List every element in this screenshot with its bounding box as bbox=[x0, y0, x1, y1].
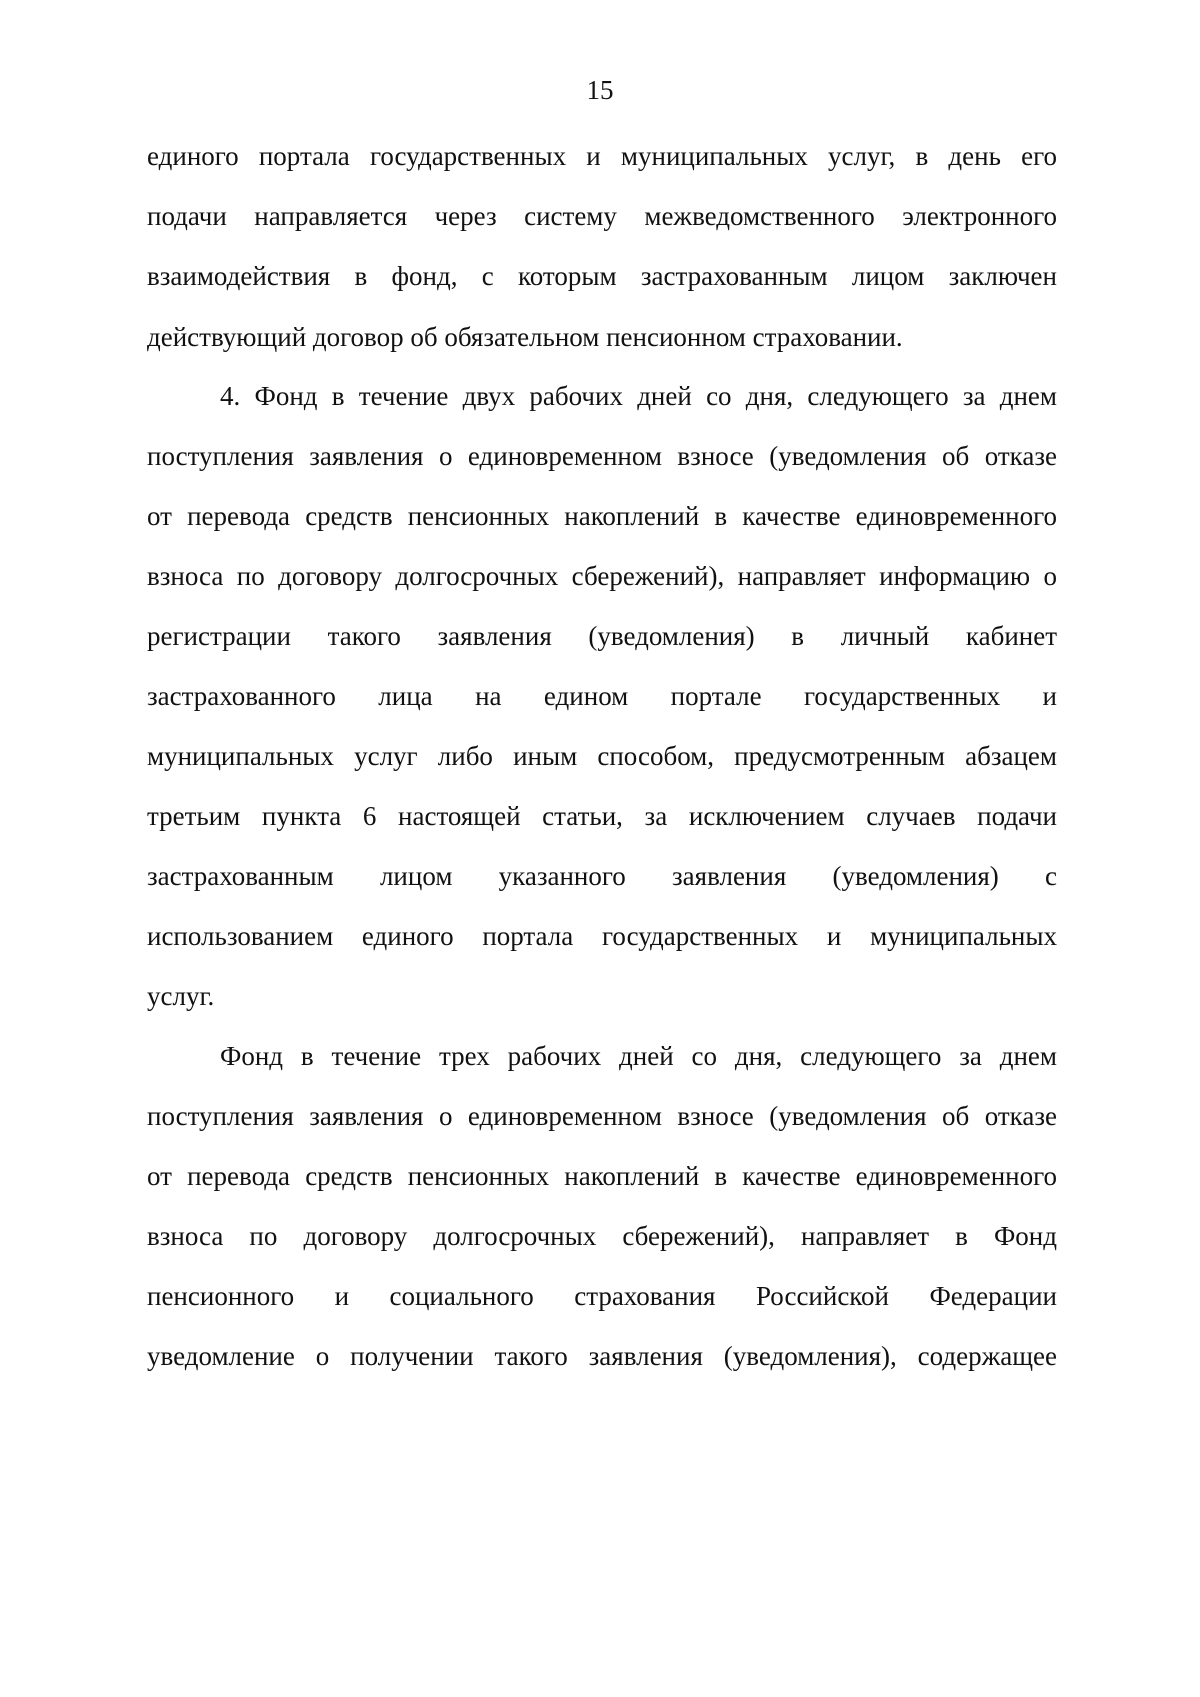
text-line: застрахованным лицом указанного заявления (уведомления) с bbox=[147, 861, 1057, 891]
text-line: уведомление о получении такого заявления (уведомления), содержащее bbox=[147, 1341, 1057, 1371]
text-line: действующий договор об обязательном пенсионном страховании. bbox=[147, 322, 903, 352]
text-line: взноса по договору долгосрочных сбережений), направляет информацию о bbox=[147, 561, 1057, 591]
text-line: поступления заявления о единовременном взносе (уведомления об отказе bbox=[147, 1101, 1057, 1131]
text-line: от перевода средств пенсионных накоплений в качестве единовременного bbox=[147, 1161, 1057, 1191]
paragraph-first-line: 4. Фонд в течение двух рабочих дней со дня, следующего за днем bbox=[220, 381, 1057, 411]
text-line: пенсионного и социального страхования Российской Федерации bbox=[147, 1281, 1057, 1311]
text-line: подачи направляется через систему межведомственного электронного bbox=[147, 201, 1057, 231]
text-line: от перевода средств пенсионных накоплений в качестве единовременного bbox=[147, 501, 1057, 531]
text-line: застрахованного лица на едином портале государственных и bbox=[147, 681, 1057, 711]
text-line: использованием единого портала государственных и муниципальных bbox=[147, 921, 1057, 951]
text-line: взноса по договору долгосрочных сбережений), направляет в Фонд bbox=[147, 1221, 1057, 1251]
text-line: взаимодействия в фонд, с которым застрахованным лицом заключен bbox=[147, 261, 1057, 291]
text-line: муниципальных услуг либо иным способом, предусмотренным абзацем bbox=[147, 741, 1057, 771]
text-line: единого портала государственных и муниципальных услуг, в день его bbox=[147, 141, 1057, 171]
text-line: регистрации такого заявления (уведомления) в личный кабинет bbox=[147, 621, 1057, 651]
paragraph-first-line: Фонд в течение трех рабочих дней со дня, следующего за днем bbox=[220, 1041, 1057, 1071]
text-line: третьим пункта 6 настоящей статьи, за исключением случаев подачи bbox=[147, 801, 1057, 831]
page-number: 15 bbox=[586, 75, 614, 105]
text-line: поступления заявления о единовременном взносе (уведомления об отказе bbox=[147, 441, 1057, 471]
text-line: услуг. bbox=[147, 981, 215, 1011]
